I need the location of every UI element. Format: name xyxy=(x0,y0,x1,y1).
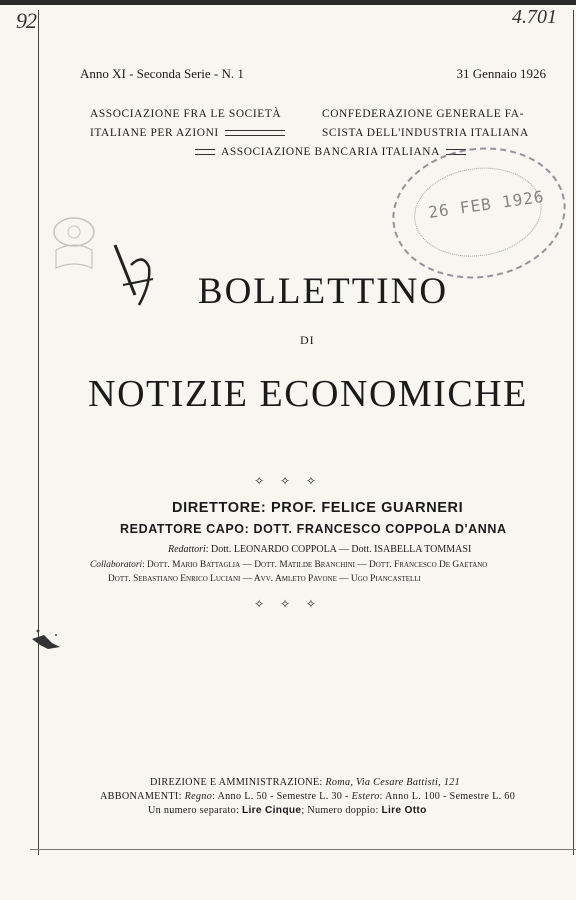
chief-label: REDATTORE CAPO: DOTT. xyxy=(120,522,293,536)
editors-names: : Dott. LEONARDO COPPOLA — Dott. ISABELLA TOMMASI xyxy=(205,544,472,555)
ornament-diamonds-bottom: ✧ ✧ ✧ xyxy=(254,597,322,611)
regno-label: Regno xyxy=(184,791,213,802)
archive-mark-left: 92 xyxy=(16,8,36,33)
subs-label: ABBONAMENTI: xyxy=(100,791,182,802)
association-center xyxy=(195,143,466,162)
association-right-line1: CONFEDERAZIONE GENERALE FA- xyxy=(322,108,525,120)
chief-editor-line xyxy=(120,522,507,536)
footer-admin xyxy=(150,777,460,788)
director-line xyxy=(172,500,463,516)
director-name: FELICE GUARNERI xyxy=(321,500,464,516)
top-border-rule xyxy=(0,0,576,5)
association-right xyxy=(322,105,529,143)
association-left-line2: ITALIANE PER AZIONI xyxy=(90,127,219,139)
archive-mark-right: 4.701 xyxy=(512,6,557,28)
collaborators-line-2: Dott. Sebastiano Enrico Luciani — Avv. Amleto Pavone — Ugo Piancastelli xyxy=(108,574,421,584)
estero-price: : Anno L. 100 - Semestre L. 60 xyxy=(379,791,516,802)
director-label: DIRETTORE: PROF. xyxy=(172,500,317,516)
regno-price: : Anno L. 50 - Semestre L. 30 - xyxy=(212,791,349,802)
collaborators-names-1: : Dott. Mario Battaglia — Dott. Matilde Branchini — Dott. Francesco De Gaetano xyxy=(142,560,488,570)
title-connector: DI xyxy=(300,333,315,347)
admin-address: Roma, Via Cesare Battisti, 121 xyxy=(325,777,461,788)
title-main-text: BOLLETTINO xyxy=(197,271,449,312)
single-price: Lire Cinque xyxy=(242,805,302,816)
footer-subscriptions xyxy=(100,791,515,802)
association-left-line2-wrap xyxy=(90,124,285,143)
association-left xyxy=(90,105,285,143)
bottom-rule xyxy=(30,849,576,850)
estero-label: Estero xyxy=(351,791,380,802)
issue-date: 31 Gennaio 1926 xyxy=(456,66,546,81)
title-main xyxy=(0,270,576,313)
ornament-diamonds-top: ✧ ✧ ✧ xyxy=(254,474,322,488)
footer-single-issue xyxy=(148,805,427,816)
editors-line xyxy=(168,544,471,555)
ink-smudge-icon xyxy=(30,625,64,653)
collaborators-line-1 xyxy=(90,560,560,570)
double-rule-left xyxy=(195,149,215,155)
faded-seal-icon xyxy=(46,210,102,274)
admin-label: DIREZIONE E AMMINISTRAZIONE: xyxy=(150,777,323,788)
double-label: ; Numero doppio: xyxy=(301,805,379,816)
double-rule xyxy=(225,130,285,136)
issue-volume: Anno XI - Seconda Serie - N. 1 xyxy=(80,66,244,81)
association-right-line2: SCISTA DELL'INDUSTRIA ITALIANA xyxy=(322,127,529,139)
title-subtitle xyxy=(0,372,576,416)
title-subtitle-text: NOTIZIE ECONOMICHE xyxy=(88,373,528,415)
collaborators-label: Collaboratori xyxy=(90,560,143,570)
editors-label: Redattori xyxy=(168,544,206,555)
double-price: Lire Otto xyxy=(381,805,427,816)
association-center-text: ASSOCIAZIONE BANCARIA ITALIANA xyxy=(221,146,440,158)
stamp-date: 26 FEB 1926 xyxy=(427,186,546,222)
association-left-line1: ASSOCIAZIONE FRA LE SOCIETÀ xyxy=(90,108,282,120)
chief-name: FRANCESCO COPPOLA D'ANNA xyxy=(296,522,507,536)
single-label: Un numero separato: xyxy=(148,805,240,816)
